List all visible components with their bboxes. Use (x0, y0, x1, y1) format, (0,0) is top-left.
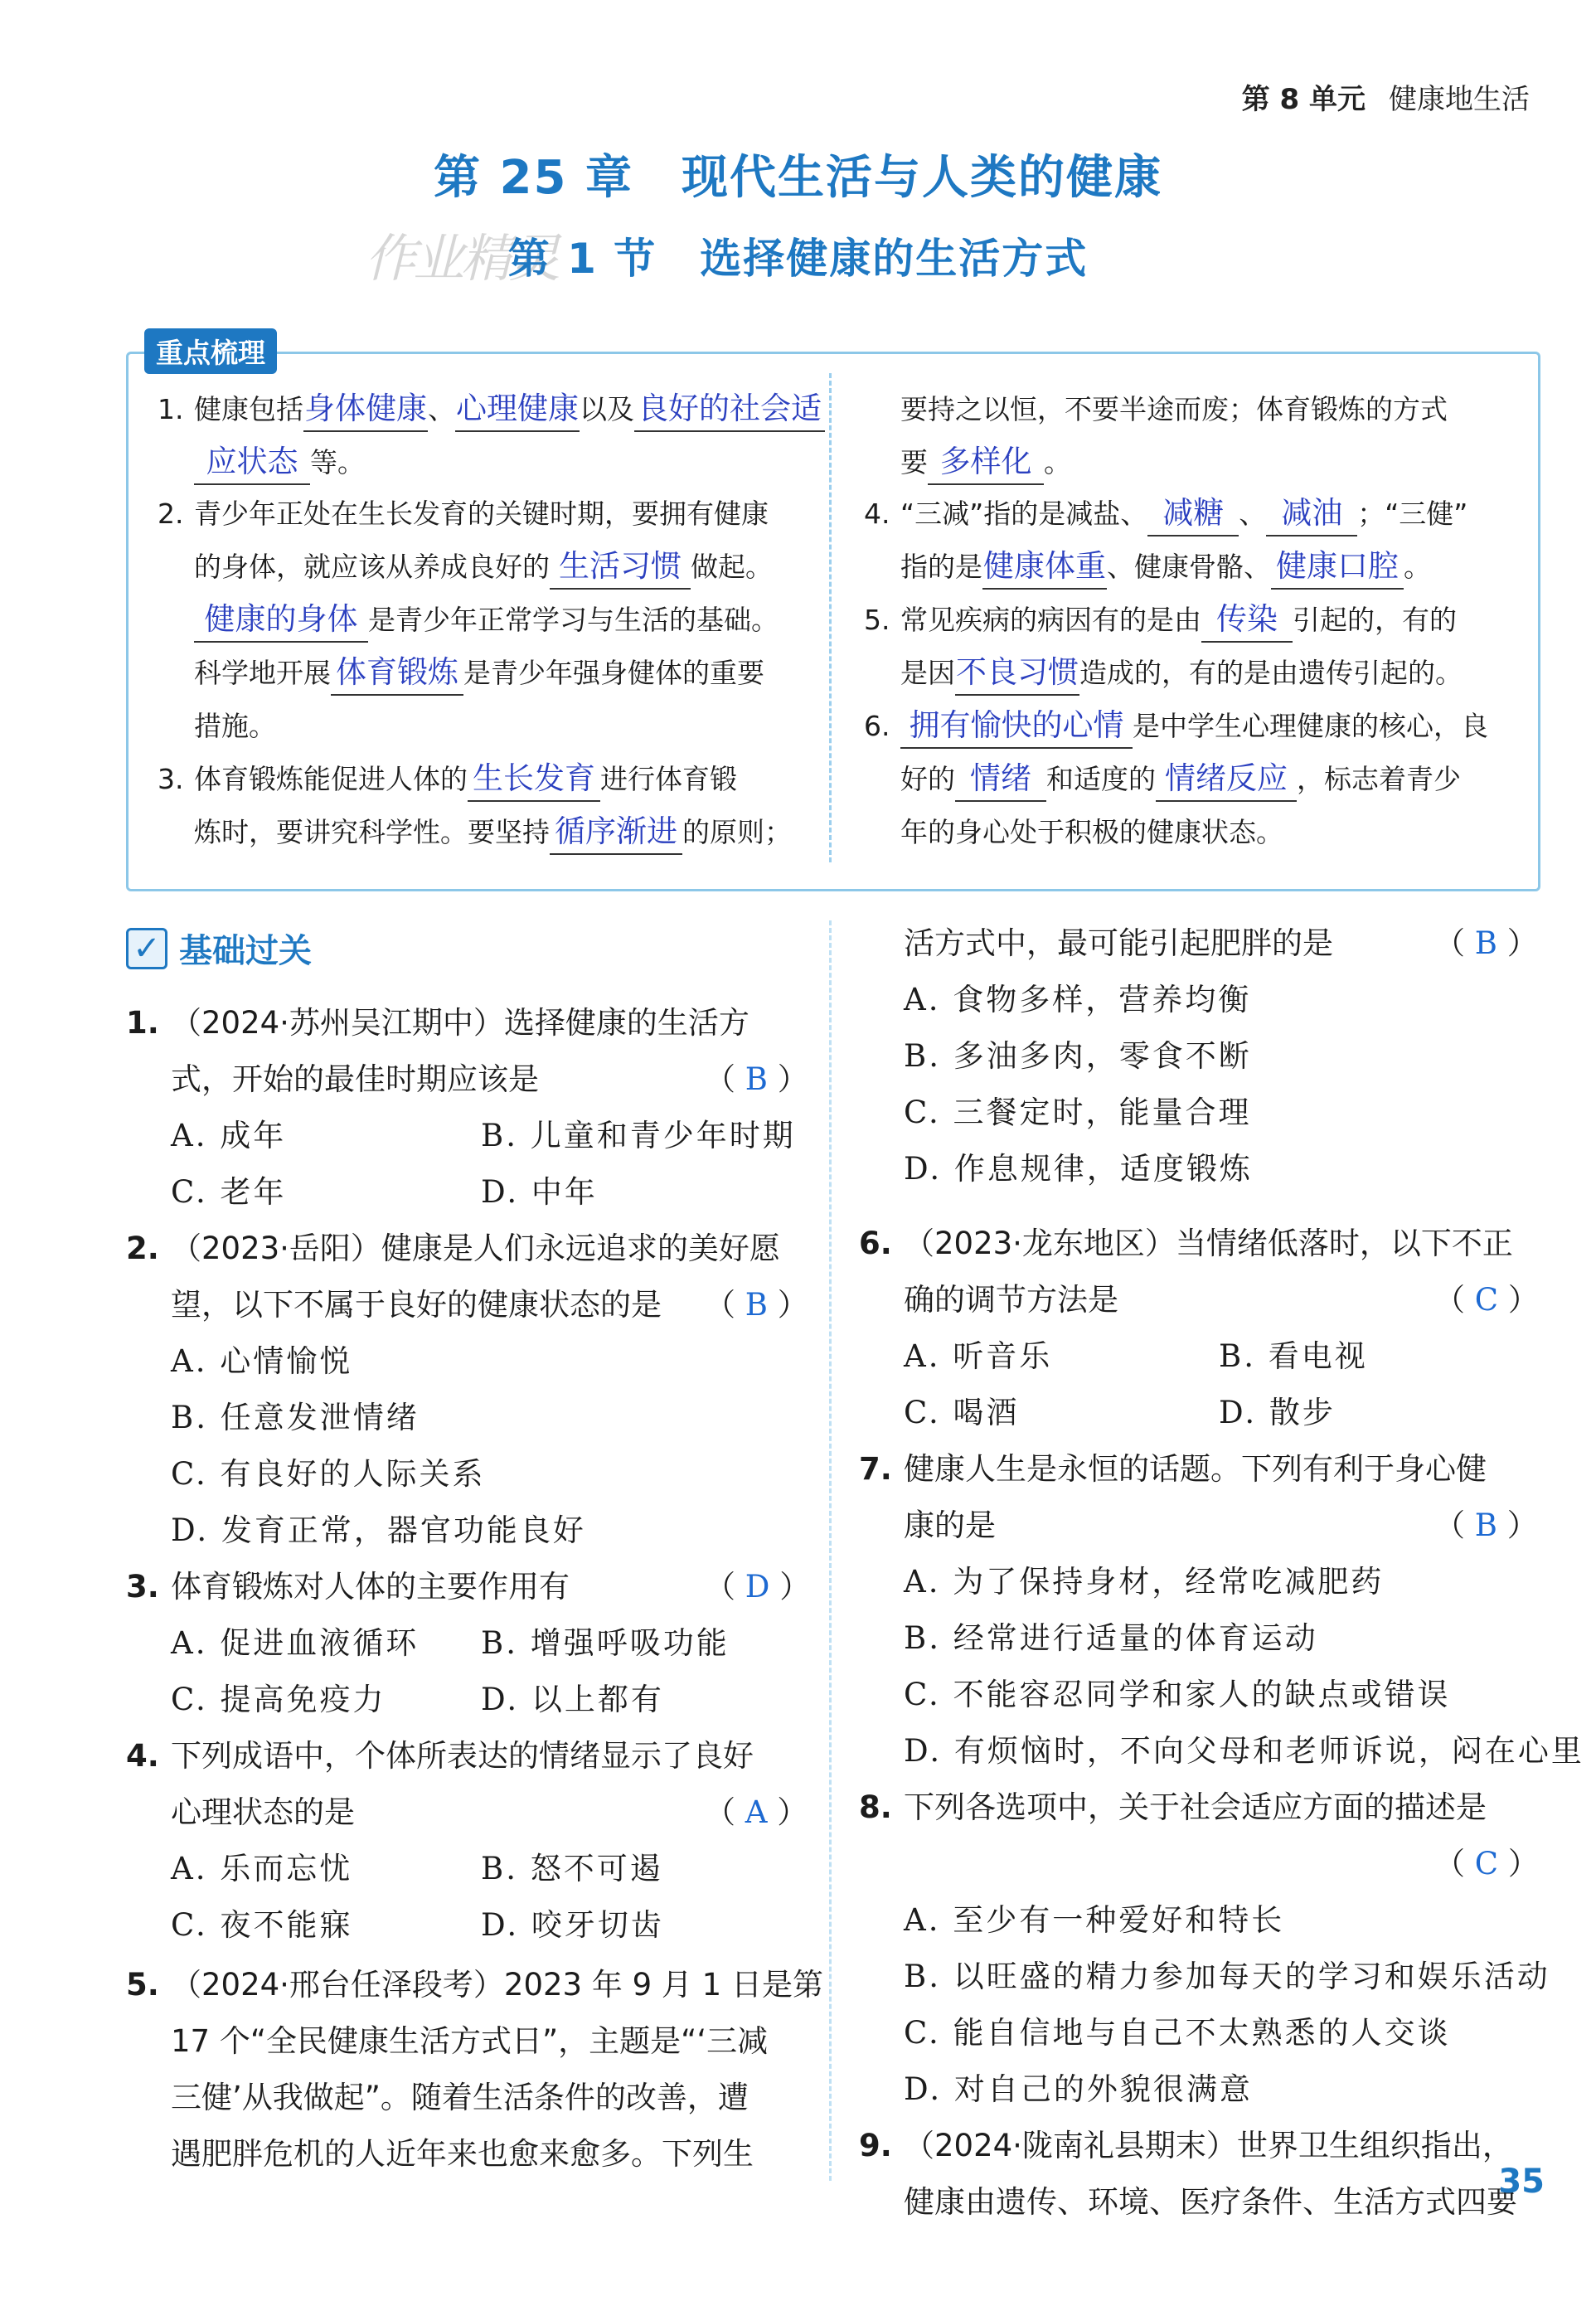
option: B. 经常进行适量的体育运动 (904, 1620, 1318, 1656)
question-line: 下列成语中，个体所表达的情绪显示了良好 (171, 1738, 754, 1774)
text: 好的 (900, 763, 955, 795)
question-line: （2024·陇南礼县期末）世界卫生组织指出， (904, 2128, 1513, 2163)
text: 和适度的 (1046, 763, 1156, 795)
section-title: 第 1 节 选择健康的生活方式 (507, 235, 1089, 283)
option: A. 至少有一种爱好和特长 (904, 1902, 1285, 1938)
text: 的身体，就应该从养成良好的 (194, 551, 550, 583)
answer-letter: D (745, 1569, 770, 1605)
question-5-text (171, 2013, 768, 2070)
key-point-2-line4 (194, 647, 764, 700)
option: A. 乐而忘忧 (171, 1851, 353, 1886)
answer-bracket (705, 1559, 810, 1615)
question-line: （2024·邢台任泽段考）2023 年 9 月 1 日是第 (171, 1967, 823, 2003)
text: 科学地开展 (194, 657, 331, 689)
question-line: 式，开始的最佳时期应该是 (171, 1061, 539, 1097)
option: D. 作息规律，适度锻炼 (904, 1151, 1253, 1187)
option: D. 以上都有 (481, 1682, 664, 1717)
question-7-text (859, 1441, 1487, 1498)
option: C. 三餐定时，能量合理 (904, 1095, 1252, 1130)
column-divider (829, 920, 832, 2181)
option: D. 散步 (1219, 1395, 1336, 1430)
paren-close: ） (767, 1794, 808, 1830)
option: A. 食物多样，营养均衡 (904, 982, 1252, 1017)
question-line: 活方式中，最可能引起肥胖的是 (904, 925, 1333, 961)
answer-bracket (1434, 1836, 1539, 1892)
text: 进行体育锻 (600, 763, 737, 795)
text: 常见疾病的病因有的是由 (900, 604, 1201, 636)
paren-close: ） (767, 1061, 808, 1097)
question-line: 下列各选项中，关于社会适应方面的描述是 (904, 1789, 1487, 1825)
text: 要 (900, 446, 928, 478)
question-1-text (171, 1051, 539, 1108)
key-point-number: 1. (158, 393, 184, 425)
question-line: 健康由遗传、环境、医疗条件、生活方式四要 (904, 2184, 1517, 2220)
paren-close: ） (1498, 1282, 1539, 1318)
option: B. 多油多肉，零食不断 (904, 1038, 1252, 1074)
question-8-text (859, 1779, 1487, 1836)
text: 引起的，有的 (1293, 604, 1457, 636)
answer-letter: A (745, 1794, 768, 1830)
question-9-text (859, 2118, 1513, 2174)
option: C. 有良好的人际关系 (171, 1456, 486, 1492)
option: D. 中年 (481, 1174, 598, 1210)
question-number: 6. (859, 1226, 892, 1261)
answer-blank: 不良习惯 (955, 651, 1079, 696)
paren-open: （ (1434, 1846, 1475, 1881)
answer-blank: 良好的社会适 (634, 387, 825, 432)
chapter-title: 第 25 章 现代生活与人类的健康 (434, 151, 1162, 205)
answer-letter: B (1474, 1507, 1497, 1543)
key-point-2-line5: 措施。 (194, 710, 276, 742)
answer-letter: C (1474, 1846, 1499, 1881)
question-1-text (126, 995, 749, 1051)
option: D. 有烦恼时，不向父母和老师诉说，闷在心里 (904, 1733, 1584, 1769)
option: A. 促进血液循环 (171, 1625, 420, 1661)
text: 是青少年正常学习与生活的基础。 (368, 604, 779, 636)
question-line: 心理状态的是 (171, 1794, 355, 1830)
key-point-3-line1 (158, 753, 737, 806)
page-number: 35 (1498, 2163, 1545, 2201)
answer-bracket (1434, 1272, 1539, 1328)
question-line: 遇肥胖危机的人近年来也愈来愈多。下列生 (171, 2136, 754, 2172)
key-point-number: 3. (158, 763, 184, 795)
question-number: 1. (126, 1005, 159, 1041)
question-3-text (126, 1559, 570, 1615)
option: C. 夜不能寐 (171, 1907, 353, 1943)
option: C. 能自信地与自己不太熟悉的人交谈 (904, 2015, 1451, 2051)
option: C. 提高免疫力 (171, 1682, 386, 1717)
option: A. 心情愉悦 (171, 1343, 353, 1379)
key-point-3-line2 (194, 806, 792, 859)
text: 以及 (580, 393, 634, 425)
text: 体育锻炼能促进人体的 (194, 763, 468, 795)
key-point-5-line2 (900, 647, 1463, 700)
answer-blank: 传染 (1201, 598, 1293, 643)
answer-blank: 健康体重 (982, 545, 1107, 590)
paren-open: （ (705, 1569, 745, 1605)
answer-blank: 情绪反应 (1156, 757, 1297, 802)
paren-close: ） (1498, 1846, 1539, 1881)
question-line: （2023·龙东地区）当情绪低落时，以下不正 (904, 1226, 1513, 1261)
paren-open: （ (705, 1287, 745, 1323)
text: 做起。 (691, 551, 773, 583)
question-line: 三健’从我做起”。随着生活条件的改善，遭 (171, 2080, 749, 2115)
text: 是中学生心理健康的核心，良 (1133, 710, 1488, 742)
question-2-text (126, 1221, 780, 1277)
key-point-1-line2 (194, 436, 365, 489)
question-9-text (904, 2174, 1517, 2231)
question-number: 7. (859, 1451, 892, 1487)
question-5-text (171, 2070, 749, 2126)
text: “三减”指的是减盐、 (900, 498, 1148, 530)
answer-letter: C (1474, 1282, 1499, 1318)
answer-blank: 多样化 (928, 440, 1044, 485)
question-number: 4. (126, 1738, 159, 1774)
text: 的原则； (682, 816, 792, 848)
question-line: 康的是 (904, 1507, 996, 1543)
answer-blank: 健康的身体 (194, 598, 368, 643)
answer-blank: 应状态 (194, 440, 310, 485)
answer-bracket (705, 1277, 808, 1333)
question-number: 5. (126, 1967, 159, 2003)
key-point-5-line1 (864, 594, 1457, 647)
question-2-text (171, 1277, 662, 1333)
checkbox-icon: ✓ (126, 928, 167, 969)
key-point-4-line2 (900, 541, 1431, 594)
question-5-text (171, 2126, 754, 2182)
answer-letter: B (1474, 925, 1497, 961)
answer-bracket (705, 1051, 808, 1108)
answer-letter: B (745, 1061, 768, 1097)
question-4-text (126, 1728, 754, 1784)
text: 健康包括 (194, 393, 303, 425)
paren-close: ） (1497, 1507, 1538, 1543)
option: C. 不能容忍同学和家人的缺点或错误 (904, 1677, 1451, 1712)
unit-title: 健康地生活 (1389, 83, 1530, 116)
answer-blank: 健康口腔 (1271, 545, 1404, 590)
key-point-6-line1 (864, 700, 1488, 753)
text: 青少年正处在生长发育的关键时期，要拥有健康 (194, 498, 769, 530)
option: C. 喝酒 (904, 1395, 1020, 1430)
answer-blank: 身体健康 (303, 387, 428, 432)
text: ；“三健” (1357, 498, 1468, 530)
key-point-1-line1 (158, 383, 825, 436)
answer-blank: 减油 (1266, 492, 1357, 536)
key-point-number: 5. (864, 604, 890, 636)
question-line: 体育锻炼对人体的主要作用有 (171, 1569, 570, 1605)
question-6-text (904, 1272, 1118, 1328)
paren-open: （ (1434, 925, 1475, 961)
question-number: 9. (859, 2128, 892, 2163)
answer-blank: 体育锻炼 (331, 651, 463, 696)
option: B. 儿童和青少年时期 (481, 1118, 796, 1153)
option: D. 对自己的外貌很满意 (904, 2071, 1253, 2107)
question-5-text (126, 1957, 823, 2013)
answer-bracket (1434, 1498, 1538, 1554)
paren-open: （ (705, 1061, 745, 1097)
key-point-2-line3 (194, 594, 779, 647)
question-number: 2. (126, 1231, 159, 1266)
text: 。 (1044, 446, 1071, 478)
answer-letter: B (745, 1287, 768, 1323)
question-line: 确的调节方法是 (904, 1282, 1118, 1318)
paren-open: （ (705, 1794, 745, 1830)
question-number: 8. (859, 1789, 892, 1825)
key-point-number: 6. (864, 710, 890, 742)
answer-blank: 拥有愉快的心情 (900, 704, 1133, 749)
option: A. 成年 (171, 1118, 287, 1153)
question-4-text (171, 1784, 355, 1841)
key-point-number: 4. (864, 498, 890, 530)
answer-blank: 情绪 (955, 757, 1046, 802)
text: 造成的，有的是由遗传引起的。 (1079, 657, 1463, 689)
text: 、 (1239, 498, 1267, 530)
option: C. 老年 (171, 1174, 287, 1210)
option: D. 咬牙切齿 (481, 1907, 664, 1943)
question-line: （2023·岳阳）健康是人们永远追求的美好愿 (171, 1231, 780, 1266)
question-line: 望，以下不属于良好的健康状态的是 (171, 1287, 662, 1323)
answer-blank: 生活习惯 (550, 545, 691, 590)
paren-close: ） (769, 1569, 811, 1605)
question-line: （2024·苏州吴江期中）选择健康的生活方 (171, 1005, 749, 1041)
key-point-6-line2 (900, 753, 1461, 806)
text: 、 (428, 393, 455, 425)
question-7-text (904, 1498, 996, 1554)
key-point-6-line3: 年的身心处于积极的健康状态。 (900, 816, 1283, 848)
question-6-text (859, 1216, 1513, 1272)
text: 炼时，要讲究科学性。要坚持 (194, 816, 550, 848)
basic-section-heading (126, 925, 312, 972)
option: B. 增强呼吸功能 (481, 1625, 730, 1661)
key-point-2-line2 (194, 541, 773, 594)
option: B. 看电视 (1219, 1338, 1368, 1374)
option: A. 为了保持身材，经常吃减肥药 (904, 1564, 1385, 1600)
key-point-3-line3: 要持之以恒，不要半途而废；体育锻炼的方式 (900, 393, 1448, 425)
key-point-number: 2. (158, 498, 184, 530)
option: B. 怒不可遏 (481, 1851, 663, 1886)
key-point-4-line1 (864, 488, 1467, 541)
option: B. 任意发泄情绪 (171, 1400, 420, 1435)
text: 是青少年强身健体的重要 (463, 657, 764, 689)
unit-label: 第 8 单元 (1241, 83, 1366, 116)
text: 、健康骨骼、 (1107, 551, 1271, 583)
paren-close: ） (767, 1287, 808, 1323)
text: 。 (1404, 551, 1431, 583)
answer-blank: 循序渐进 (550, 810, 682, 855)
option: A. 听音乐 (904, 1338, 1053, 1374)
question-5-text (904, 915, 1333, 972)
question-number: 3. (126, 1569, 159, 1605)
answer-bracket (705, 1784, 808, 1841)
text: 指的是 (900, 551, 982, 583)
text: 是因 (900, 657, 955, 689)
paren-open: （ (1434, 1507, 1475, 1543)
option: D. 发育正常，器官功能良好 (171, 1512, 586, 1548)
basic-section-title: 基础过关 (179, 932, 312, 970)
question-line: 17 个“全民健康生活方式日”，主题是“‘三减 (171, 2023, 769, 2059)
key-points-divider (829, 373, 832, 862)
option: B. 以旺盛的精力参加每天的学习和娱乐活动 (904, 1959, 1550, 1994)
answer-blank: 减糖 (1147, 492, 1239, 536)
key-point-3-line4 (900, 436, 1071, 489)
key-points-tag: 重点梳理 (144, 328, 277, 374)
key-point-2-line1 (158, 488, 769, 541)
paren-close: ） (1497, 925, 1538, 961)
watermark-logo: 作业精灵 (365, 228, 558, 289)
paren-open: （ (1434, 1282, 1475, 1318)
answer-blank: 心理健康 (455, 387, 580, 432)
answer-bracket (1434, 915, 1538, 972)
text: ，标志着青少 (1297, 763, 1461, 795)
unit-header (1242, 76, 1530, 117)
text: 等。 (310, 446, 365, 478)
answer-blank: 生长发育 (468, 757, 600, 802)
question-line: 健康人生是永恒的话题。下列有利于身心健 (904, 1451, 1487, 1487)
